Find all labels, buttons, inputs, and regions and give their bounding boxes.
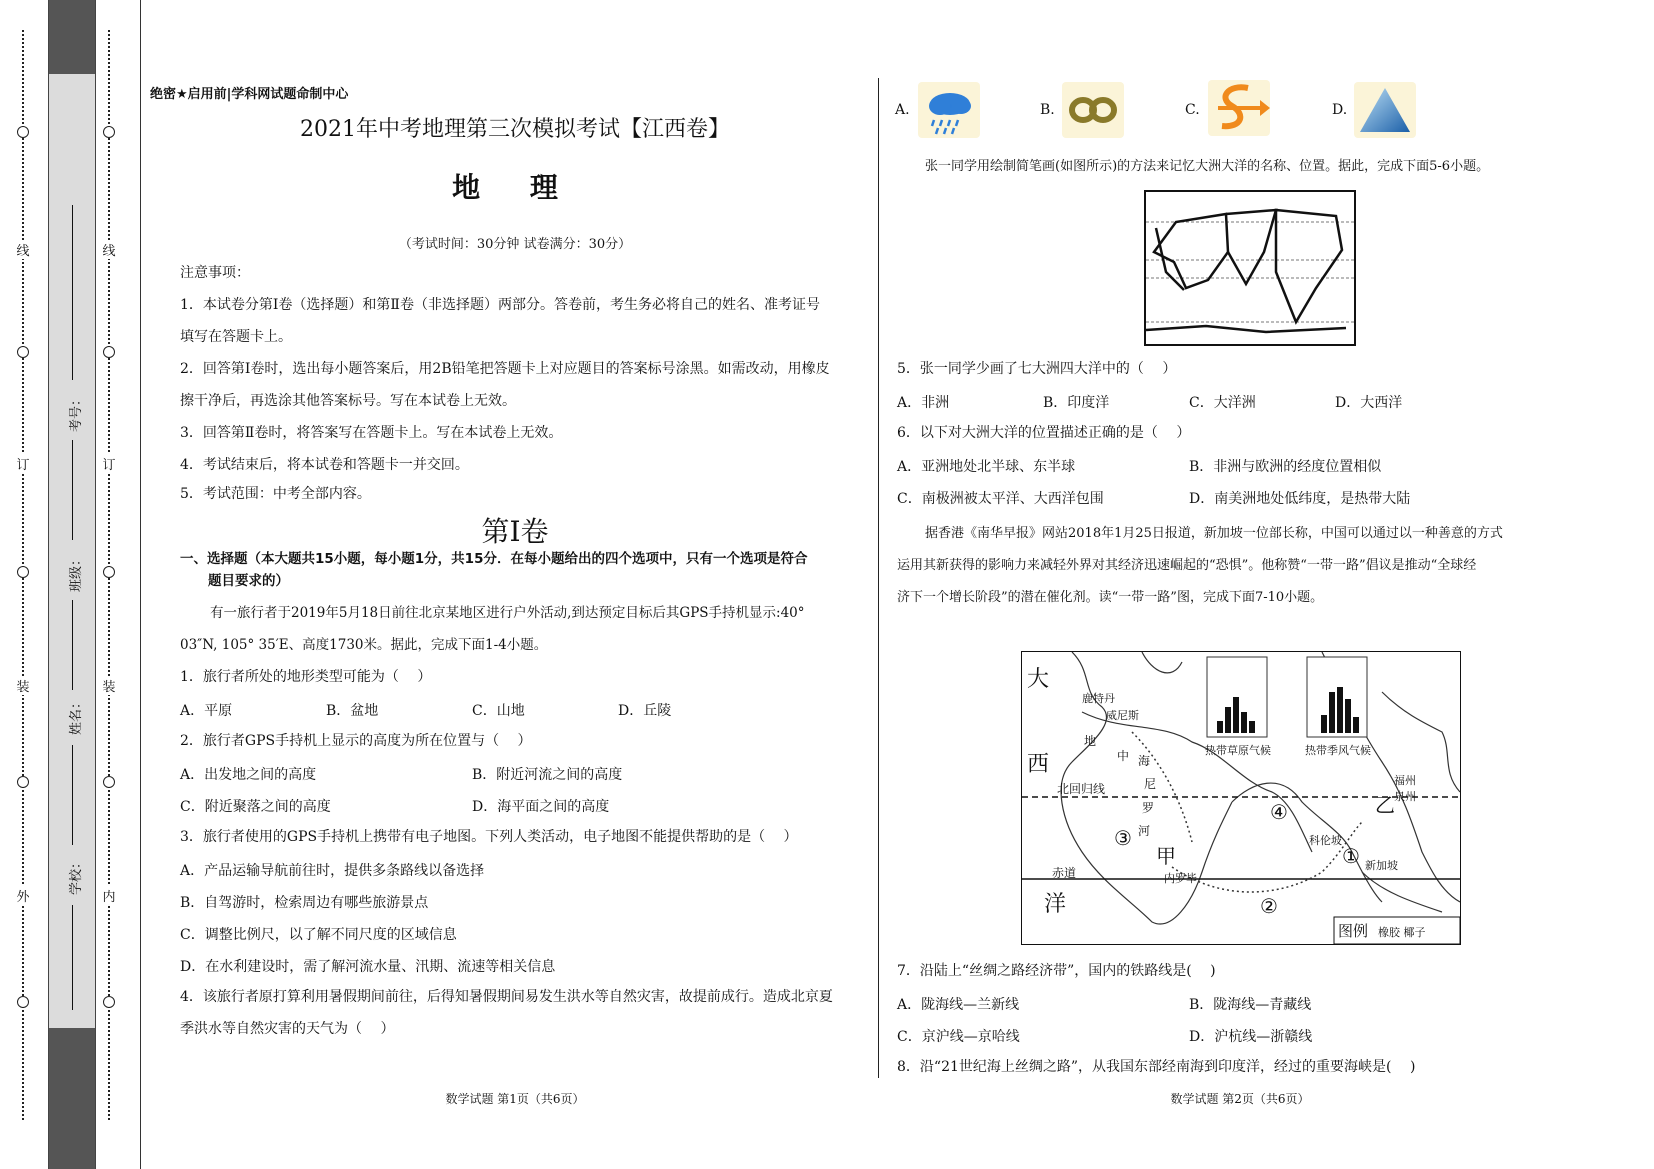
q2-option-c: C．附近聚落之间的高度 [180,799,331,815]
notice-item: 3．回答第Ⅱ卷时，将答案写在答题卡上。写在本试卷上无效。 [180,425,563,441]
question-3: 3．旅行者使用的GPS手持机上携带有电子地图。下列人类活动，电子地图不能提供帮助的是（ ） [180,829,798,845]
binding-hole [17,126,29,138]
map-city-singapore: 新加坡 [1365,859,1398,872]
q3-option-b: B．自驾游时，检索周边有哪些旅游景点 [180,895,429,911]
icon-option-a-label: A. [895,102,910,118]
map-city-nairobi: 内罗毕 [1164,872,1197,885]
q3-option-a: A．产品运输导航前往时，提供多条路线以备选择 [180,863,485,879]
intro-q7-10-cont: 运用其新获得的影响力来减轻外界对其经济迅速崛起的“恐惧”。他称赞“一带一路”倡议是推动“全球经 [897,558,1477,573]
school-label: 学校： [69,855,84,895]
binding-hole [17,776,29,788]
question-4-cont: 季洪水等自然灾害的天气为（ ） [180,1021,395,1037]
notice-heading: 注意事项： [180,265,250,281]
intro-text: 03″N, 105° 35′E、高度1730米。据此，完成下面1-4小题。 [180,637,548,653]
map-label-yi: 乙 [1375,793,1395,817]
notice-item: 1．本试卷分第Ⅰ卷（选择题）和第Ⅱ卷（非选择题）两部分。答卷前，考生务必将自己的姓名、准考证号 [180,297,820,313]
q3-option-c: C．调整比例尺，以了解不同尺度的区域信息 [180,927,457,943]
binding-char: 线 [15,240,31,259]
q1-option-b: B．盆地 [326,703,379,719]
map-legend-title: 图例 [1338,922,1369,940]
map-city-quanzhou: 泉州 [1394,790,1416,803]
map-label-jia: 甲 [1156,844,1176,868]
q3-option-d: D．在水利建设时，需了解河流水量、汛期、流速等相关信息 [180,959,556,975]
map-marker-3: ③ [1114,826,1132,850]
map-city-colombo: 科伦坡 [1309,834,1342,847]
icon-option-b-label: B. [1040,102,1055,118]
q6-option-b: B．非洲与欧洲的经度位置相似 [1189,459,1382,475]
secret-label: 绝密★启用前|学科网试题命制中心 [150,87,349,102]
binding-hole [17,996,29,1008]
triangle-icon [1354,82,1416,138]
intro-q7-10: 据香港《南华早报》网站2018年1月25日报道，新加坡一位部长称，中国可以通过以一种善意的方式 [925,526,1503,541]
intro-q5-6: 张一同学用绘制简笔画(如图所示)的方法来记忆大洲大洋的名称、位置。据此，完成下面5-6小题。 [925,159,1490,174]
map-city-fuzhou: 福州 [1394,774,1416,787]
q7-option-b: B．陇海线—青藏线 [1189,997,1312,1013]
intro-q7-10-cont: 济下一个增长阶段”的潜在催化剂。读“一带一路”图，完成下面7-10小题。 [897,590,1324,605]
binding-char: 装 [15,676,31,695]
typhoon-icon [1208,80,1270,136]
icon-option-d-label: D. [1332,102,1348,118]
map-label: 海 [1138,754,1151,768]
map-label-xi: 西 [1027,752,1050,777]
map-label: 地 [1084,734,1097,748]
notice-item: 擦干净后，再选涂其他答案标号。写在本试卷上无效。 [180,393,516,409]
map-city-venice: 威尼斯 [1106,709,1139,722]
q6-option-a: A．亚洲地处北半球、东半球 [897,459,1076,475]
q5-option-c: C．大洋洲 [1189,395,1256,411]
fog-icon [1062,82,1124,138]
binding-hole [17,566,29,578]
binding-char: 装 [101,676,117,695]
q5-option-b: B．印度洋 [1043,395,1110,411]
notice-item: 4．考试结束后，将本试卷和答题卡一并交回。 [180,457,469,473]
part1-title: 第Ⅰ卷 [481,515,549,548]
class-label: 班级： [69,552,84,592]
binding-char: 内 [101,886,117,905]
q7-option-a: A．陇海线—兰新线 [897,997,1020,1013]
binding-char: 线 [101,240,117,259]
icon-option-c-label: C. [1185,102,1200,118]
belt-road-map [1021,651,1461,945]
notice-item: 2．回答第Ⅰ卷时，选出每小题答案后，用2B铅笔把答题卡上对应题目的答案标号涂黑。如需改动，用橡皮 [180,361,830,377]
question-5: 5．张一同学少画了七大洲四大洋中的（ ） [897,361,1177,377]
map-legend-items: 橡胶 椰子 [1378,926,1426,939]
exam-time-info: （考试时间：30分钟 试卷满分：30分） [398,237,632,252]
map-marker-4: ④ [1270,800,1288,824]
question-6: 6．以下对大洲大洋的位置描述正确的是（ ） [897,425,1191,441]
exam-title: 2021年中考地理第三次模拟考试【江西卷】 [300,117,730,142]
q7-option-c: C．京沪线—京哈线 [897,1029,1020,1045]
q2-option-a: A．出发地之间的高度 [180,767,317,783]
binding-char: 外 [15,886,31,905]
climate-chart-2-label: 热带季风气候 [1305,744,1371,757]
intro-text: 有一旅行者于2019年5月18日前往北京某地区进行户外活动,到达预定目标后其GPS手持机显示:40° [210,605,805,621]
question-2: 2．旅行者GPS手持机上显示的高度为所在位置与（ ） [180,733,532,749]
continents-sketch-map [1144,190,1356,346]
exam-no-label: 考号： [69,392,84,432]
binding-right-strip [94,0,141,1169]
page-footer-1: 数学试题 第1页（共6页） [445,1092,585,1106]
rain-cloud-icon [918,82,980,138]
map-label: 中 [1117,749,1130,763]
map-marker-2: ② [1260,894,1278,918]
binding-hole [17,346,29,358]
map-label-yang: 洋 [1044,892,1067,917]
map-label: 罗 [1142,801,1155,815]
q5-option-d: D．大西洋 [1335,395,1403,411]
map-label: 河 [1138,824,1151,838]
question-8: 8．沿“21世纪海上丝绸之路”，从我国东部经南海到印度洋，经过的重要海峡是( ) [897,1059,1416,1075]
subject-title: 地 理 [452,171,578,204]
map-city-rotterdam: 鹿特丹 [1082,692,1115,705]
q1-option-c: C．山地 [472,703,525,719]
q1-option-a: A．平原 [180,703,233,719]
page-footer-2: 数学试题 第2页（共6页） [1170,1092,1310,1106]
section-heading: 一、选择题（本大题共15小题，每小题1分，共15分．在每小题给出的四个选项中，只有一个选项是符合 [180,551,808,567]
map-label-tropic: 北回归线 [1057,782,1106,796]
q5-option-a: A．非洲 [897,395,950,411]
binding-char: 订 [101,454,117,473]
binding-left-strip [0,0,48,1169]
map-label: 尼 [1144,777,1157,791]
q6-option-d: D．南美洲地处低纬度，是热带大陆 [1189,491,1411,507]
map-label-da: 大 [1027,667,1050,692]
question-4: 4．该旅行者原打算利用暑假期间前往，后得知暑假期间易发生洪水等自然灾害，故提前成行。造成北京夏 [180,989,833,1005]
q2-option-b: B．附近河流之间的高度 [472,767,623,783]
q6-option-c: C．南极洲被太平洋、大西洋包围 [897,491,1104,507]
notice-item: 5．考试范围：中考全部内容。 [180,486,371,502]
question-7: 7．沿陆上“丝绸之路经济带”，国内的铁路线是( ) [897,963,1216,979]
binding-info-strip [48,0,96,1169]
climate-chart-1-label: 热带草原气候 [1205,744,1271,757]
binding-char: 订 [15,454,31,473]
q1-option-d: D．丘陵 [618,703,672,719]
map-marker-1: ① [1342,844,1360,868]
map-label-equator: 赤道 [1052,866,1077,880]
notice-item: 填写在答题卡上。 [180,329,292,345]
question-1: 1．旅行者所处的地形类型可能为（ ） [180,669,432,685]
q7-option-d: D．沪杭线—浙赣线 [1189,1029,1313,1045]
column-divider [878,78,879,1078]
name-label: 姓名： [69,695,84,735]
q2-option-d: D．海平面之间的高度 [472,799,610,815]
section-heading-cont: 题目要求的） [208,573,289,589]
